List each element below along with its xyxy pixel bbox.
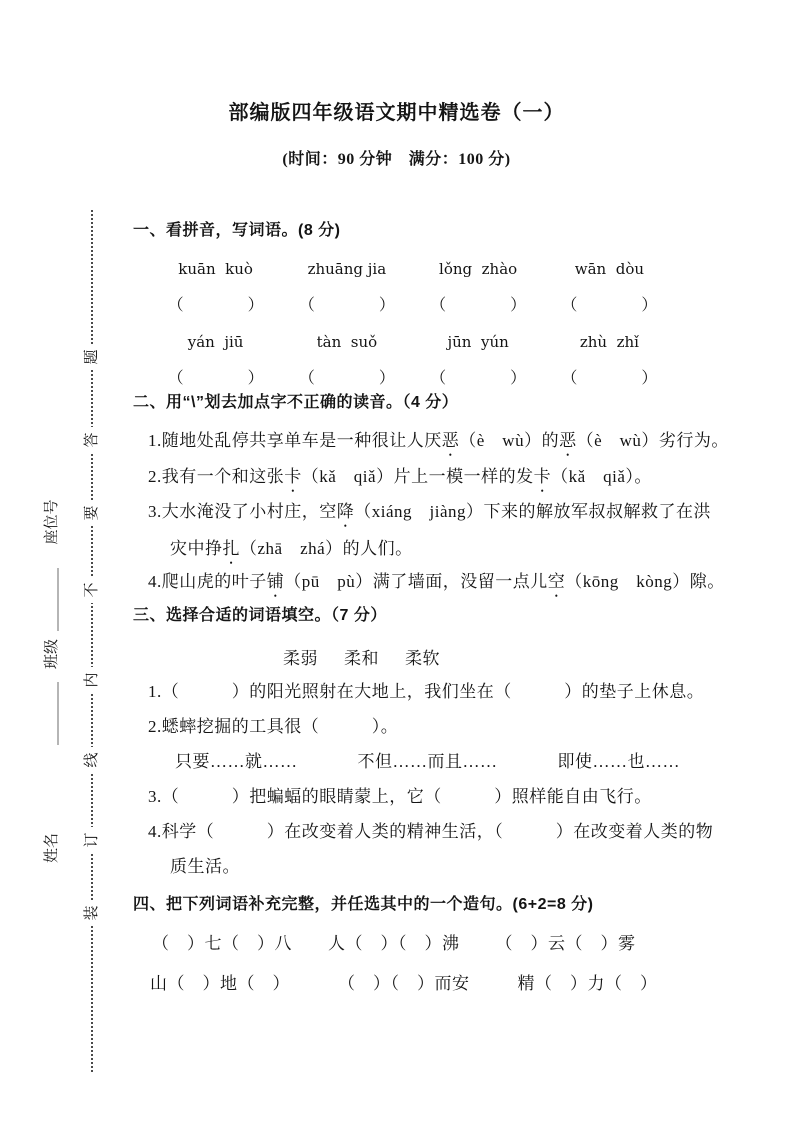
pinyin-word: zhuāng jia: [307, 260, 387, 278]
idiom-blank-group: 人（ ）（ ）沸: [328, 934, 460, 953]
answer-blank-parens: （ ）: [298, 297, 395, 314]
question-text-line: 3.（ ）把蝙蝠的眼睛蒙上，它（ ）照样能自由飞行。: [148, 787, 652, 806]
paper-title: 部编版四年级语文期中精选卷（一）: [228, 102, 565, 124]
question-item: [148, 779, 708, 814]
idiom-blank-group: 精（ ）力（ ）: [517, 974, 658, 993]
question-text-line: [148, 494, 712, 531]
question-text-line: 1.（ ）的阳光照射在大地上，我们坐在（ ）的垫子上休息。: [148, 682, 705, 701]
binding-text-char: 答: [79, 427, 105, 453]
answer-blank-parens: （ ）: [298, 370, 395, 387]
field-blank-line: [57, 568, 59, 631]
word-bank-soft: [283, 641, 440, 676]
question-item: [148, 674, 708, 709]
binding-text-char: 内: [79, 667, 105, 693]
emphasized-char: 降: [336, 502, 355, 521]
question-item: [148, 814, 714, 884]
word-bank-option: 不但……而且……: [357, 752, 498, 771]
question-text-line: [148, 423, 729, 460]
emphasized-char: 恶: [559, 431, 577, 450]
section4-heading: 四、把下列词语补充完整，并任选其中的一个造句。(6+2=8 分): [133, 896, 594, 913]
margin-field-label: 姓名: [44, 833, 60, 864]
margin-field-label: 座位号: [44, 499, 60, 545]
word-bank-option: 柔弱: [283, 649, 318, 668]
word-bank-option: 柔和: [344, 649, 379, 668]
section3-heading: 三、选择合适的词语填空。（7 分）: [133, 607, 387, 624]
binding-dotted-line: [91, 210, 93, 1072]
pinyin-word: yán jiū: [187, 333, 244, 351]
text-segment: 1.随地处乱停共享单车是一种很让人厌: [148, 431, 442, 450]
margin-field-label: 班级: [44, 639, 60, 670]
answer-blank-parens: （ ）: [167, 297, 264, 314]
question-item: [148, 564, 725, 601]
idiom-blank-group: （ ）云（ ）雾: [495, 934, 636, 953]
idiom-blank-group: 山（ ）地（ ）: [150, 974, 290, 993]
binding-text-char: 装: [79, 900, 105, 926]
binding-text-char: 要: [79, 500, 105, 526]
pinyin-word: zhù zhǐ: [579, 333, 639, 351]
binding-text-char: 题: [79, 344, 105, 370]
word-bank-conjunctions: [175, 744, 680, 779]
question-item: [148, 423, 729, 460]
text-segment: （zhā zhá）的人们。: [240, 539, 413, 558]
question-item: [148, 494, 712, 568]
emphasized-char: 卡: [284, 467, 302, 486]
emphasized-char: 空: [547, 572, 566, 591]
binding-text-char: 订: [79, 827, 105, 853]
text-segment: （pū pù）满了墙面，没留一点儿: [284, 572, 548, 591]
section2-heading: 二、用“\”划去加点字不正确的读音。（4 分）: [133, 394, 459, 411]
idiom-blank-group: （ ）（ ）而安: [338, 974, 470, 993]
text-segment: （kǎ qiǎ）。: [551, 467, 652, 486]
question-text-line: 4.科学（ ）在改变着人类的精神生活，（ ）在改变着人类的物: [148, 822, 714, 841]
paper-time-score: (时间：90 分钟 满分：100 分): [282, 151, 511, 168]
question-text-line: 2.蟋蟀挖掘的工具很（ ）。: [148, 717, 399, 736]
text-segment: 4.爬山虎的叶子: [148, 572, 267, 591]
emphasized-char: 铺: [266, 572, 285, 591]
pinyin-word: tàn suǒ: [316, 333, 378, 351]
idiom-row-1: [152, 926, 636, 961]
word-bank-option: 只要……就……: [175, 752, 298, 771]
answer-blank-parens: （ ）: [430, 370, 527, 387]
binding-text-char: 不: [79, 577, 105, 603]
text-segment: 灾中挣: [170, 539, 223, 558]
field-blank-line: [57, 682, 59, 745]
answer-blank-parens: （ ）: [430, 297, 527, 314]
emphasized-char: 恶: [441, 431, 460, 450]
question-text-line: [148, 564, 725, 601]
text-segment: 2.我有一个和这张: [148, 467, 285, 486]
idiom-blank-group: （ ）七（ ）八: [152, 934, 292, 953]
text-segment: （kǎ qiǎ）片上一模一样的发: [301, 467, 534, 486]
answer-blank-parens: （ ）: [561, 370, 658, 387]
answer-blank-parens: （ ）: [561, 297, 658, 314]
word-bank-option: 即使……也……: [557, 752, 680, 771]
idiom-row-2: [150, 966, 658, 1001]
word-bank-option: 柔软: [405, 649, 440, 668]
emphasized-char: 扎: [222, 539, 240, 558]
question-item: [148, 459, 708, 496]
text-segment: （kōng kòng）隙。: [565, 572, 725, 591]
question-text-line: [148, 531, 708, 568]
emphasized-char: 卡: [533, 467, 552, 486]
text-segment: （è wù）的: [459, 431, 560, 450]
question-text-line: 质生活。: [170, 857, 240, 876]
pinyin-word: kuān kuò: [178, 260, 253, 278]
question-item: [148, 709, 708, 744]
answer-blank-parens: （ ）: [167, 370, 264, 387]
section1-heading: 一、看拼音，写词语。(8 分): [133, 222, 341, 239]
pinyin-word: lǒng zhào: [439, 260, 518, 278]
text-segment: （è wù）劣行为。: [576, 431, 729, 450]
binding-text-char: 线: [79, 747, 105, 773]
pinyin-word: wān dòu: [574, 260, 645, 278]
text-segment: 3.大水淹没了小村庄，空: [148, 502, 337, 521]
pinyin-word: jūn yún: [447, 333, 509, 351]
pinyin-writing-grid: [150, 252, 675, 398]
text-segment: （xiáng jiàng）下来的解放军叔叔解救了在洪: [354, 502, 712, 521]
question-text-line: [148, 459, 708, 496]
